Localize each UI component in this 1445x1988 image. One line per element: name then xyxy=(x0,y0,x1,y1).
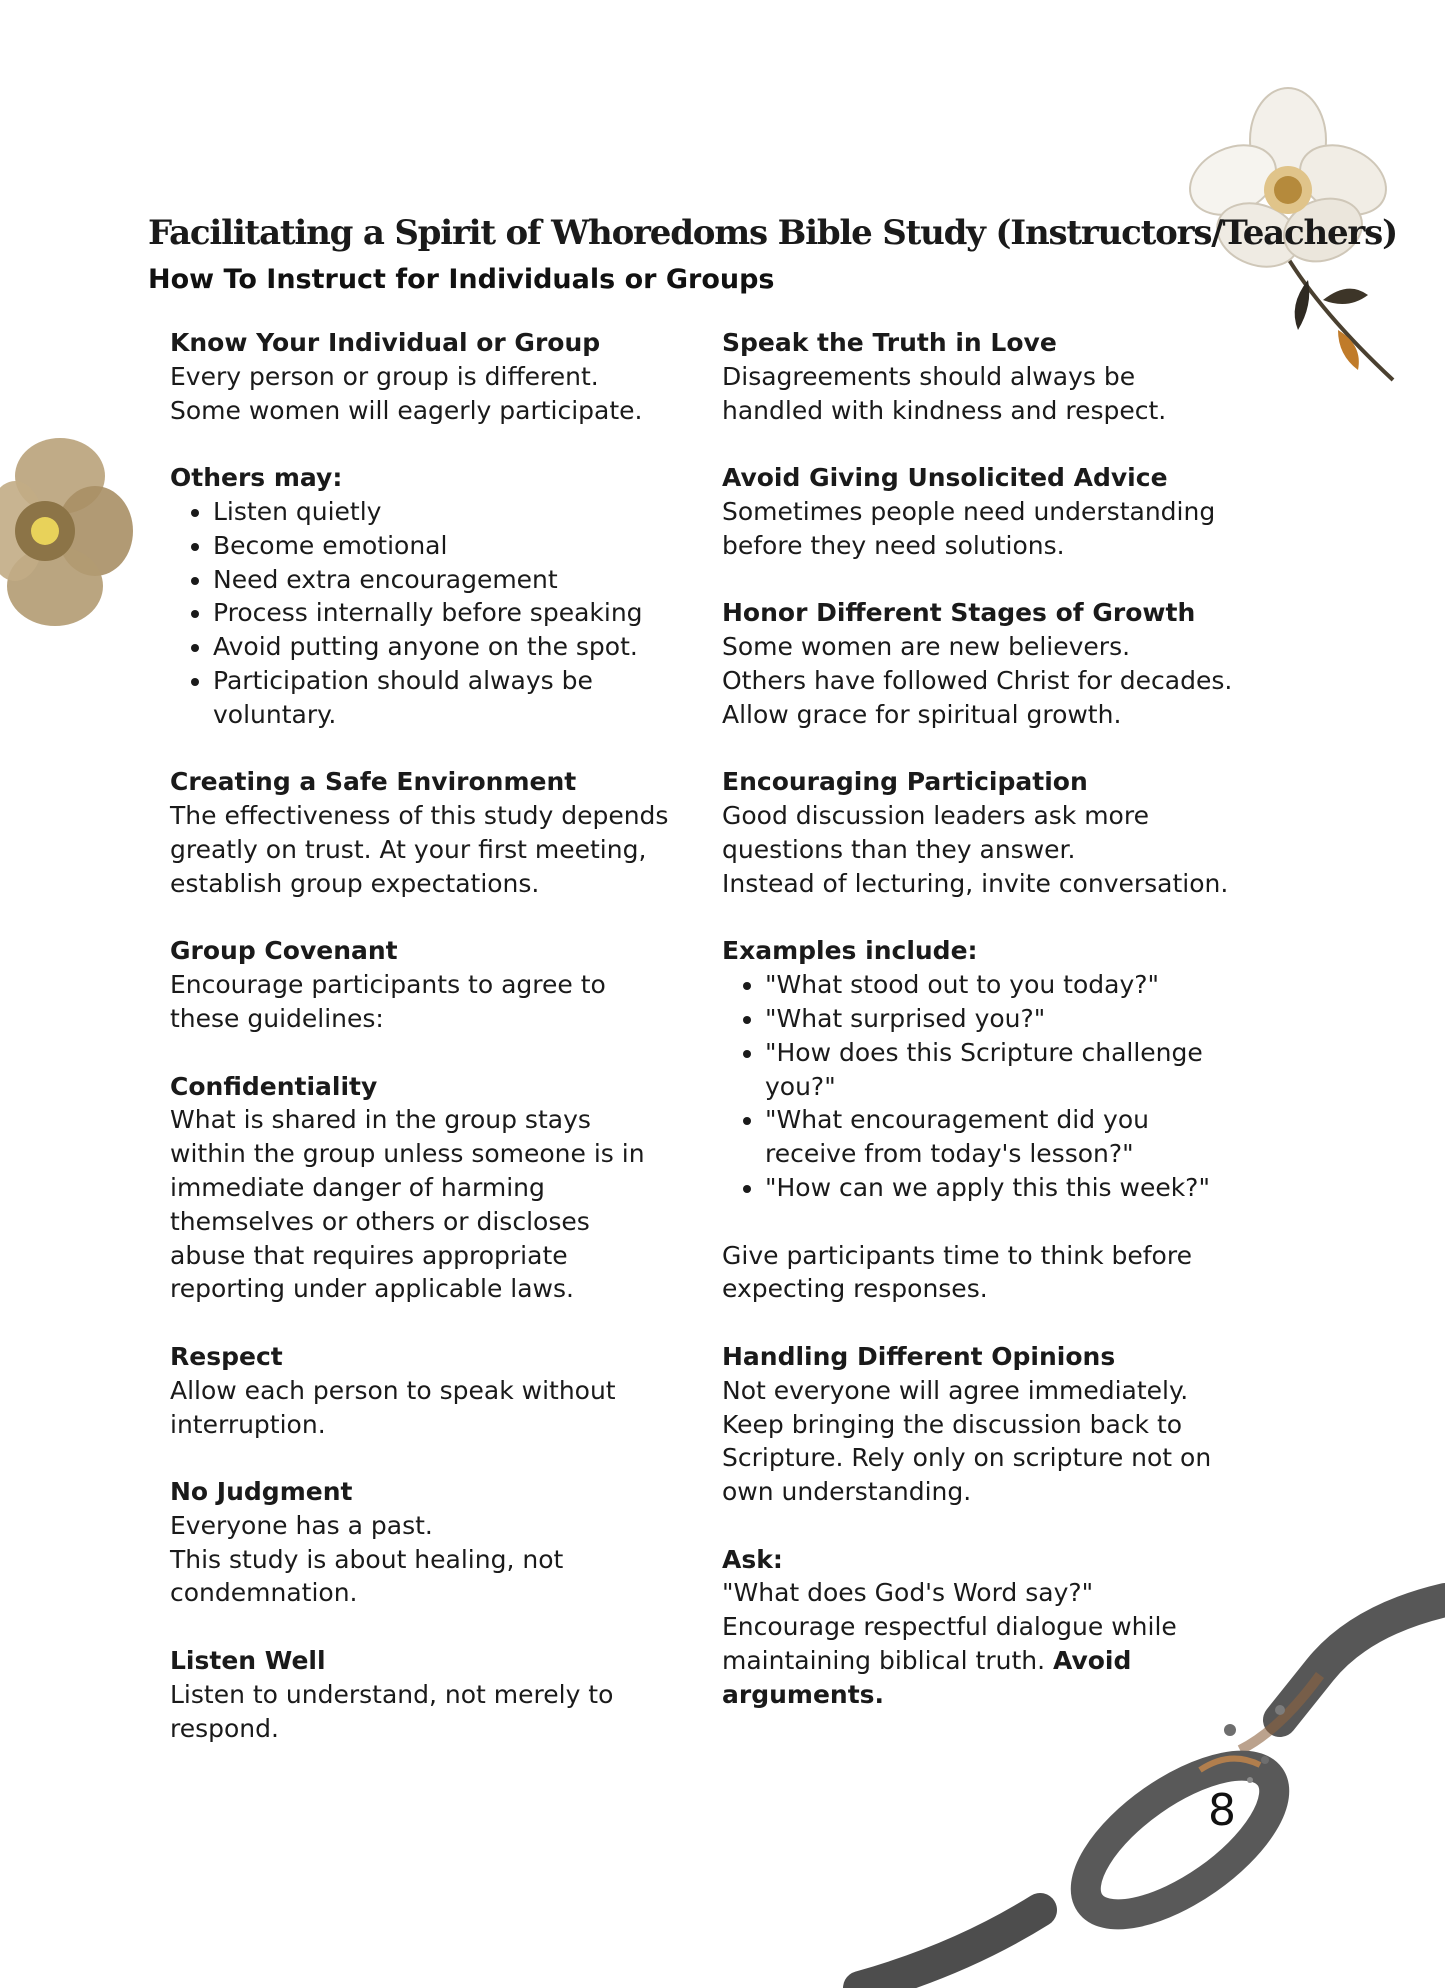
section-think-time xyxy=(722,1239,1242,1307)
section-safe-environment xyxy=(170,765,670,900)
section-know-your-group xyxy=(170,326,670,427)
section-text: The effectiveness of this study depends greatly on trust. At your first meeting, establish group expectations. xyxy=(170,801,669,898)
others-list xyxy=(170,495,670,732)
section-line: "What does God's Word say?" xyxy=(722,1578,1094,1608)
section-unsolicited-advice xyxy=(722,461,1242,562)
section-text: Disagreements should always be handled with kindness and respect. xyxy=(722,361,1167,425)
section-examples xyxy=(722,934,1242,1204)
section-heading: No Judgment xyxy=(170,1477,353,1507)
section-heading: Confidentiality xyxy=(170,1071,378,1101)
section-text: Give participants time to think before expecting responses. xyxy=(722,1240,1192,1304)
section-text: Listen to understand, not merely to respond. xyxy=(170,1679,614,1743)
list-item: • Listen quietly xyxy=(213,495,670,529)
left-column xyxy=(170,326,670,1779)
section-heading: Examples include: xyxy=(722,936,978,966)
closing-text: Encourage respectful dialogue while maintaining biblical truth. xyxy=(722,1612,1177,1676)
section-line: Everyone has a past. xyxy=(170,1510,433,1540)
section-heading: Respect xyxy=(170,1341,283,1371)
section-text: Encourage participants to agree to these guidelines: xyxy=(170,970,606,1033)
list-item: • "How can we apply this this week?" xyxy=(765,1171,1242,1205)
section-encouraging-participation xyxy=(722,765,1242,900)
list-item: • Avoid putting anyone on the spot. xyxy=(213,630,670,664)
section-heading: Ask: xyxy=(722,1544,783,1574)
section-heading: Honor Different Stages of Growth xyxy=(722,598,1196,628)
section-line: Others have followed Christ for decades. xyxy=(722,665,1233,695)
section-text: Allow each person to speak without interruption. xyxy=(170,1375,616,1439)
section-no-judgment xyxy=(170,1475,670,1610)
section-group-covenant xyxy=(170,934,670,1035)
gold-flower-petals xyxy=(0,438,133,626)
list-item: • Need extra encouragement xyxy=(213,563,670,597)
list-item: • "What stood out to you today?" xyxy=(765,968,1242,1002)
section-line: Allow grace for spiritual growth. xyxy=(722,699,1122,729)
section-respect xyxy=(170,1340,670,1441)
section-line: Not everyone will agree immediately. xyxy=(722,1375,1189,1405)
section-different-opinions xyxy=(722,1340,1242,1509)
section-closing xyxy=(722,1610,1242,1711)
flower-stem xyxy=(1283,250,1393,380)
page-subtitle: How To Instruct for Individuals or Groups xyxy=(148,264,775,295)
section-heading: Creating a Safe Environment xyxy=(170,767,577,797)
list-item: • Become emotional xyxy=(213,529,670,563)
section-heading: Handling Different Opinions xyxy=(722,1341,1116,1371)
list-item: • Participation should always be voluntary. xyxy=(213,664,670,732)
section-heading: Avoid Giving Unsolicited Advice xyxy=(722,463,1168,493)
section-heading: Know Your Individual or Group xyxy=(170,328,601,357)
section-heading: Others may: xyxy=(170,463,343,493)
list-item: • "What encouragement did you receive from today's lesson?" xyxy=(765,1103,1242,1171)
page-number: 8 xyxy=(1208,1785,1236,1836)
section-line: Every person or group is different. xyxy=(170,361,599,391)
closing-bold-text: Avoid arguments. xyxy=(722,1646,1132,1709)
examples-list xyxy=(722,968,1242,1205)
section-ask xyxy=(722,1543,1242,1712)
section-listen-well xyxy=(170,1644,670,1745)
section-text: Sometimes people need understanding before they need solutions. xyxy=(722,496,1216,560)
list-item: • "How does this Scripture challenge you?" xyxy=(765,1036,1242,1104)
section-speak-truth xyxy=(722,326,1242,427)
section-text: What is shared in the group stays within the group unless someone is in immediate danger of harming themselves or others or discloses abuse that requires appropriate reporting under applicable laws. xyxy=(170,1105,645,1304)
right-column xyxy=(722,326,1242,1745)
list-item: • "What surprised you?" xyxy=(765,1002,1242,1036)
section-line: Some women are new believers. xyxy=(722,632,1131,662)
list-item: • Process internally before speaking xyxy=(213,596,670,630)
section-heading: Encouraging Participation xyxy=(722,767,1088,797)
section-line: Some women will eagerly participate. xyxy=(170,395,643,425)
section-line: Keep bringing the discussion back to Scripture. Rely only on scripture not on own understanding. xyxy=(722,1409,1212,1507)
section-heading: Listen Well xyxy=(170,1646,326,1676)
section-line: Good discussion leaders ask more questions than they answer. xyxy=(722,801,1149,864)
section-heading: Group Covenant xyxy=(170,936,398,966)
section-stages-of-growth xyxy=(722,596,1242,731)
section-confidentiality xyxy=(170,1070,670,1307)
page-title: Facilitating a Spirit of Whoredoms Bible Study (Instructors/Teachers) xyxy=(148,213,1397,253)
section-line: Instead of lecturing, invite conversation. xyxy=(722,868,1229,898)
section-line: This study is about healing, not condemnation. xyxy=(170,1544,564,1608)
section-others-may xyxy=(170,461,670,731)
section-heading: Speak the Truth in Love xyxy=(722,328,1057,357)
gold-flower-illustration xyxy=(0,436,135,636)
